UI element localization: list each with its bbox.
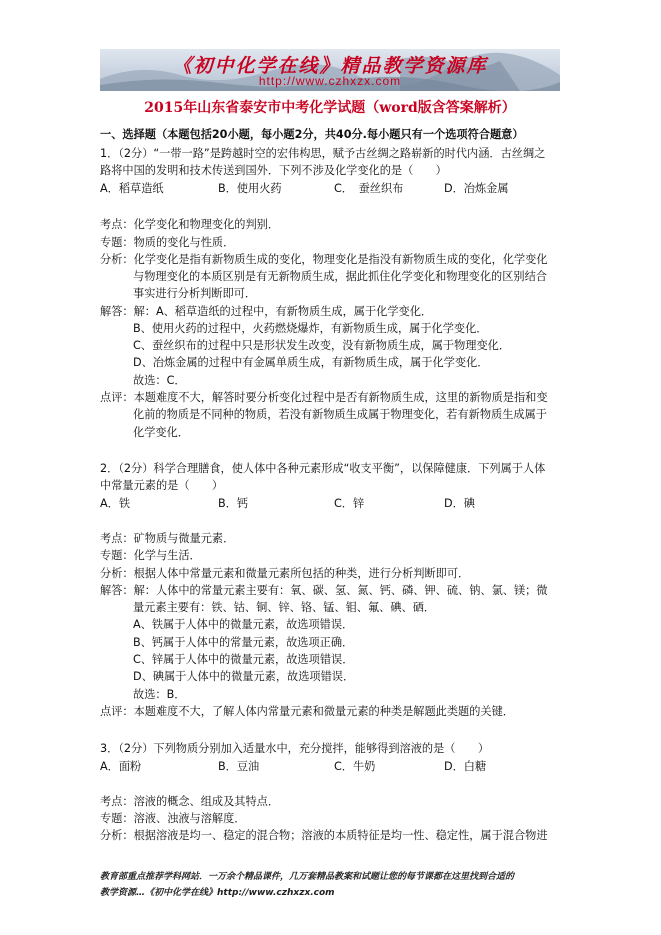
answer-option: B．钙 (218, 497, 249, 510)
document-title: 2015年山东省泰安市中考化学试题（word版含答案解析） (144, 100, 516, 116)
text-line: 量元素主要有：铁、钴、铜、锌、铬、锰、钼、氟、碘、硒． (133, 601, 436, 614)
text-line: 点评：本题难度不大，了解人体内常量元素和微量元素的种类是解题此类题的关键． (100, 705, 514, 718)
text-line: 专题：溶液、浊液与溶解度． (100, 812, 246, 825)
text-line: 化前的物质是不同种的物质，若没有新物质生成属于物理变化，若有新物质生成属于 (133, 408, 547, 421)
text-line: D、碘属于人体中的微量元素，故选项错误． (133, 670, 355, 683)
text-line: C、锌属于人体中的微量元素，故选项错误． (133, 653, 354, 666)
text-line: 一、选择题（本题包括20小题，每小题2分，共40分.每小题只有一个选项符合题意） (100, 128, 524, 141)
text-line: 解答：解：人体中的常量元素主要有：氧、碳、氢、氮、钙、磷、钾、硫、钠、氯、镁；微 (100, 584, 548, 597)
text-line: 中常量元素的是（ ） (100, 479, 224, 492)
text-line: 与物理变化的本质区别是有无新物质生成，据此抓住化学变化和物理变化的区别结合 (133, 270, 547, 283)
text-line: 1．（2分）“一带一路”是跨越时空的宏伟构思，赋予古丝绸之路崭新的时代内涵．古丝绸之 (100, 147, 546, 160)
text-line: 考点：化学变化和物理变化的判别． (100, 218, 280, 231)
answer-option: C．牛奶 (334, 760, 376, 773)
header-banner (100, 49, 560, 91)
text-line: 考点：矿物质与微量元素． (100, 532, 235, 545)
text-line: 故选：C． (133, 374, 186, 387)
text-line: 分析：根据溶液是均一、稳定的混合物；溶液的本质特征是均一性、稳定性，属于混合物进 (100, 829, 548, 842)
answer-option: D．冶炼金属 (444, 182, 509, 195)
text-line: B、使用火药的过程中，火药燃烧爆炸，有新物质生成，属于化学变化． (133, 322, 488, 335)
answer-option: A．铁 (100, 497, 131, 510)
text-line: 化学变化． (133, 426, 189, 439)
footer-line-2: 教学资源…《初中化学在线》http://www.czhxzx.com (100, 888, 335, 898)
answer-option: A．稻草造纸 (100, 182, 164, 195)
answer-option: B．豆油 (218, 760, 260, 773)
text-line: 点评：本题难度不大，解答时要分析变化过程中是否有新物质生成，这里的新物质是指和变 (100, 391, 548, 404)
answer-option: A．面粉 (100, 760, 142, 773)
text-line: 2．（2分）科学合理膳食，使人体中各种元素形成“收支平衡”，以保障健康．下列属于人体 (100, 462, 546, 475)
footer-line-1: 教育部重点推荐学科网站．一万余个精品课件，几万套精品教案和试题让您的每节课都在这里找到合适的 (100, 872, 515, 882)
text-line: 分析：根据人体中常量元素和微量元素所包括的种类，进行分析判断即可． (100, 567, 470, 580)
text-line: 事实进行分析判断即可． (133, 287, 257, 300)
answer-option: B．使用火药 (218, 182, 282, 195)
text-line: 解答：解：A、稻草造纸的过程中，有新物质生成，属于化学变化． (100, 305, 433, 318)
text-line: C、蚕丝织布的过程中只是形状发生改变，没有新物质生成，属于物理变化． (133, 339, 511, 352)
text-line: 考点：溶液的概念、组成及其特点． (100, 795, 280, 808)
text-line: D、冶炼金属的过程中有金属单质生成，有新物质生成，属于化学变化． (133, 356, 489, 369)
text-line: 专题：化学与生活． (100, 549, 201, 562)
text-line: 分析：化学变化是指有新物质生成的变化，物理变化是指没有新物质生成的变化，化学变化 (100, 253, 548, 266)
answer-option: D．碘 (444, 497, 475, 510)
text-line: 故选：B． (133, 688, 186, 701)
text-line: 专题：物质的变化与性质． (100, 236, 235, 249)
banner-url[interactable]: http://www.czhxzx.com (258, 74, 402, 88)
text-line: B、钙属于人体中的常量元素，故选项正确． (133, 636, 354, 649)
answer-option: C．锌 (334, 497, 365, 510)
text-line: 路将中国的发明和技术传送到国外．下列不涉及化学变化的是（ ） (100, 164, 447, 177)
text-line: 3．（2分）下列物质分别加入适量水中，充分搅拌，能够得到溶液的是（ ） (100, 742, 490, 755)
text-line: A、铁属于人体中的微量元素，故选项错误． (133, 618, 354, 631)
answer-option: D．白糖 (444, 760, 487, 773)
answer-option: C． 蚕丝织布 (334, 182, 404, 195)
banner-title: 《初中化学在线》精品教学资源库 (172, 55, 488, 77)
